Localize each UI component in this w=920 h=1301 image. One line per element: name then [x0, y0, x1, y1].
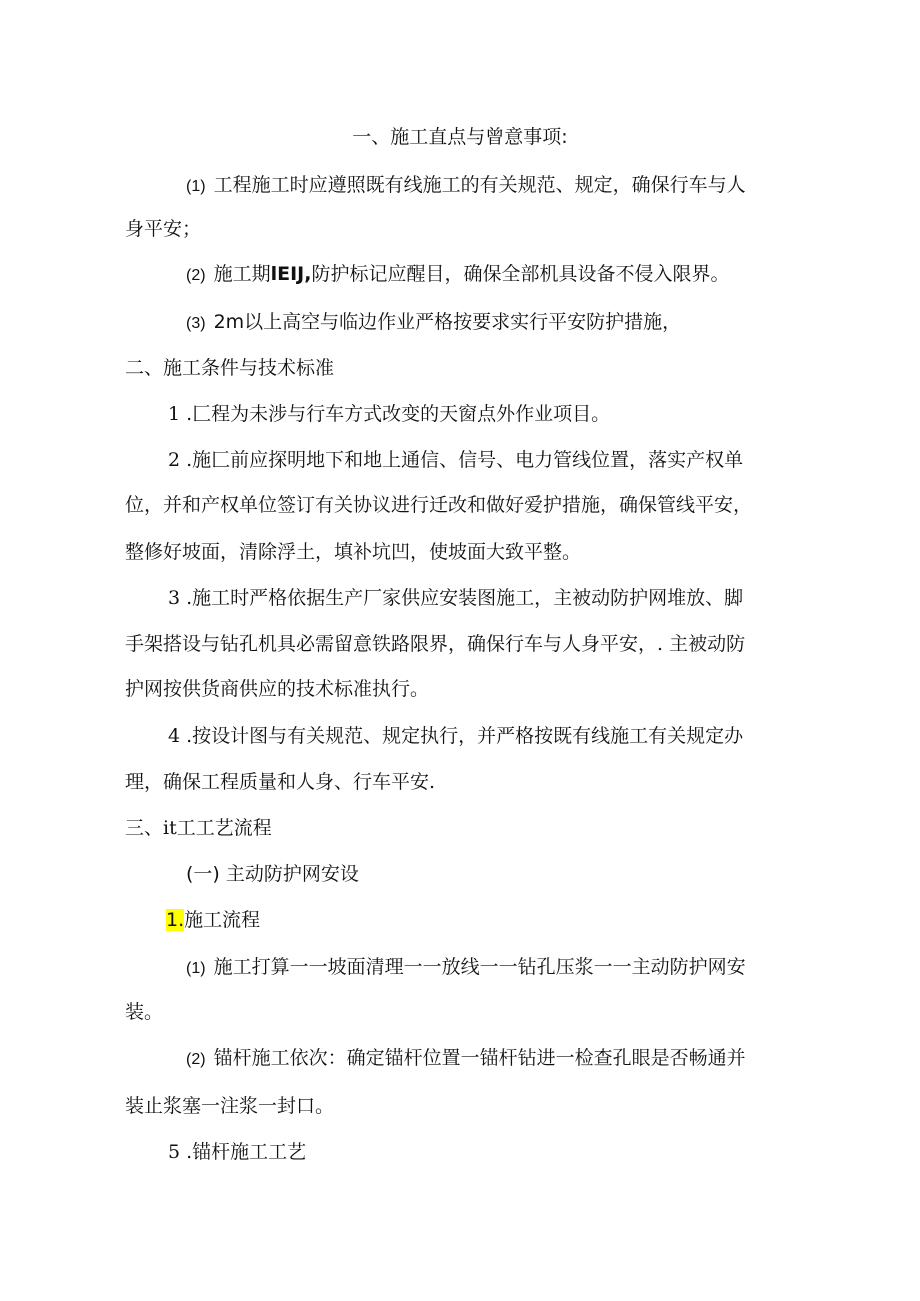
item-text: 施工打算一一坡面清理一一放线一一钻孔压浆一一主动防护网安: [213, 956, 746, 978]
item-text-b: lEIJ,: [270, 263, 312, 285]
section1-item2: [186, 262, 729, 288]
item-number: (3): [186, 315, 206, 332]
section2-p3-line3: 护网按供货商供应的技术标准执行。: [125, 678, 430, 700]
item-text: 工程施工时应遵照既有线施工的有关规范、规定，确保行车与人: [213, 174, 746, 196]
section3-subheading: (一) 主动防护网安设: [186, 863, 359, 885]
item-text-a: 施工期: [213, 263, 271, 285]
section1-item3: [186, 310, 681, 336]
section2-p2-line3: 整修好坡面，清除浮土，填补坑凹，使坡面大致平整。: [125, 541, 582, 563]
item-number: (1): [186, 178, 206, 195]
flow-label: 施工流程: [184, 909, 261, 931]
section2-p3-line2: 手架搭设与钻孔机具必需留意铁路限界，确保行车与人身平安，. 主被动防: [125, 633, 746, 655]
section3-heading: 三、it工工艺流程: [125, 817, 272, 839]
item-number: (2): [186, 267, 206, 284]
item-number: (1): [186, 960, 206, 977]
highlighted-number: 1.: [166, 909, 185, 931]
section2-p2-line1: 2 .施匚前应探明地下和地上通信、信号、电力管线位置，落实产权单: [168, 449, 744, 471]
section1-item1-line2: 身平安；: [125, 218, 202, 240]
section2-p4-line1: 4 .按设计图与有关规范、规定执行，并严格按既有线施工有关规定办: [168, 725, 744, 747]
section2-p4-line2: 理，确保工程质量和人身、行车平安.: [125, 771, 436, 793]
section3-f2-line2: 装止浆塞一注浆一封口。: [125, 1095, 335, 1117]
item-text-b: 以上高空与临边作业严格按要求实行平安防护措施，: [244, 311, 682, 333]
section2-heading: 二、施工条件与技术标准: [125, 357, 335, 379]
section2-p3-line1: 3 .施工时严格依据生产厂家供应安装图施工，主被动防护网堆放、脚: [168, 587, 744, 609]
section3-f2-line1: [186, 1046, 746, 1072]
section1-item1-line1: [186, 173, 746, 199]
item-text-a: 2m: [213, 311, 245, 333]
section3-p5: 5 .锚杆施工工艺: [168, 1141, 307, 1163]
section3-f1-line1: [186, 955, 746, 981]
item-text: 锚杆施工依次：确定锚杆位置一锚杆钻进一检查孔眼是否畅通并: [213, 1047, 746, 1069]
section2-p2-line2: 位，并和产权单位签订有关协议进行迁改和做好爱护措施，确保管线平安，: [125, 494, 753, 516]
section3-flow-heading: [166, 908, 260, 932]
section3-f1-line2: 装。: [125, 1001, 164, 1023]
section2-p1: 1 .匚程为未涉与行车方式改变的天窗点外作业项目。: [168, 403, 611, 425]
item-number: (2): [186, 1051, 206, 1068]
item-text-c: 防护标记应醒目，确保全部机具设备不侵入限界。: [311, 263, 730, 285]
section1-heading: 一、施工直点与曾意事项:: [352, 126, 568, 148]
